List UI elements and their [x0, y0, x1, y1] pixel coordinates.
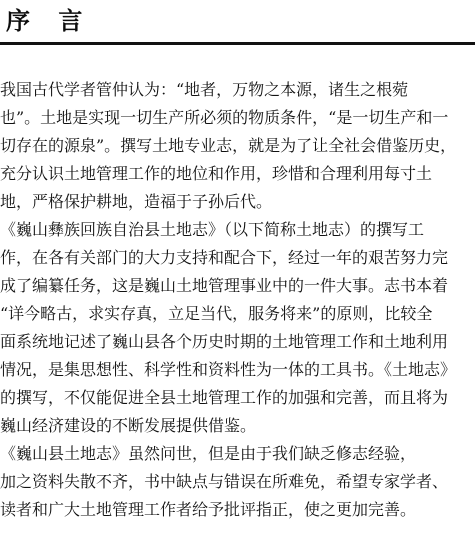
body-line [0, 219, 475, 241]
body-line [0, 443, 475, 465]
page-title: 序 言 [6, 7, 93, 35]
body-line [0, 163, 475, 185]
body-line-text: 成了编纂任务，这是巍山土地管理事业中的一件大事。志书本着 [0, 276, 449, 295]
body-line-text: 作，在各有关部门的大力支持和配合下，经过一年的艰苦努力完 [0, 248, 449, 267]
title-divider [0, 42, 475, 45]
body-line-text: 切存在的源泉”。撰写土地专业志，就是为了让全社会借鉴历史， [0, 136, 457, 155]
body-line-text: 我国古代学者管仲认为：“地者，万物之本源，诸生之根菀 [0, 80, 409, 99]
body-line [0, 79, 475, 101]
body-line [0, 303, 475, 325]
body-line [0, 275, 475, 297]
body-line-text: 面系统地记述了巍山县各个历史时期的土地管理工作和土地利用 [0, 332, 449, 351]
body-line-text: 《巍山县土地志》虽然问世，但是由于我们缺乏修志经验， [0, 444, 417, 463]
body-line [0, 499, 475, 521]
body-line [0, 471, 475, 493]
body-line-text: 读者和广大土地管理工作者给予批评指正，使之更加完善。 [0, 500, 417, 519]
body-line [0, 107, 475, 129]
body-line-text: 的撰写，不仅能促进全县土地管理工作的加强和完善，而且将为 [0, 388, 449, 407]
body-line-text: “详今略古，求实存真，立足当代，服务将来”的原则，比较全 [0, 304, 433, 323]
body-line [0, 359, 475, 381]
body-line [0, 247, 475, 269]
body-line-text: 巍山经济建设的不断发展提供借鉴。 [0, 416, 257, 435]
body-line [0, 135, 475, 157]
body-line-text: 情况，是集思想性、科学性和资料性为一体的工具书。《土地志》 [0, 360, 457, 379]
body-line [0, 415, 475, 437]
body-line-text: 地，严格保护耕地，造福于子孙后代。 [0, 192, 273, 211]
body-line-text: 加之资料失散不齐，书中缺点与错误在所难免，希望专家学者、 [0, 472, 449, 491]
body-line-text: 充分认识土地管理工作的地位和作用，珍惜和合理利用每寸土 [0, 164, 433, 183]
body-line [0, 191, 475, 213]
body-line-text: 也”。土地是实现一切生产所必须的物质条件，“是一切生产和一 [0, 108, 449, 127]
body-line-text: 《巍山彝族回族自治县土地志》（以下简称土地志）的撰写工 [0, 220, 425, 239]
body-line [0, 331, 475, 353]
body-line [0, 387, 475, 409]
